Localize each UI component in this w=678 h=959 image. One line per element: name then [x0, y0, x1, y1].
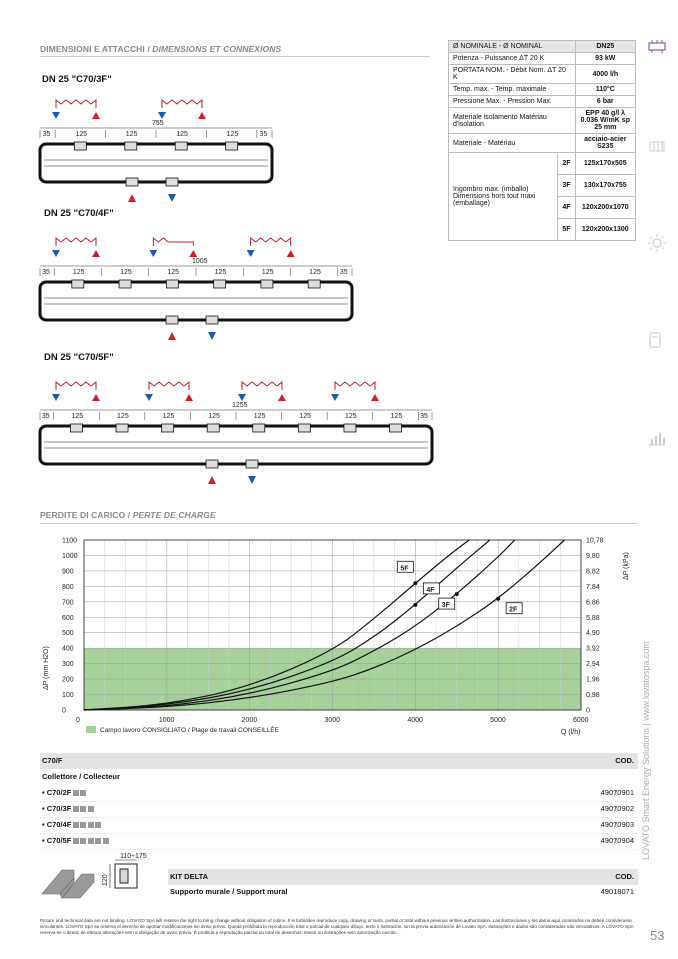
spacing-label: 125	[167, 269, 180, 276]
outlet-fitting	[74, 142, 86, 150]
outlet-square	[95, 838, 101, 844]
outlet-fitting	[214, 280, 226, 288]
y2-tick-label: 3,92	[586, 645, 600, 653]
section-title-dimensions: DIMENSIONI E ATTACCHI / DIMENSIONS ET CONNEXIONS	[40, 44, 282, 54]
arrow-up-icon	[278, 394, 286, 401]
dims-key: 2F	[558, 153, 575, 175]
circuit-symbol	[153, 238, 193, 246]
circuit-symbol	[251, 238, 291, 246]
spec-value: EPP 40 g/l λ 0.036 W/mK sp 25 mm	[575, 108, 635, 134]
page-number: 53	[650, 928, 665, 943]
circuit-symbol	[56, 238, 96, 246]
dims-value: 120x200x1070	[575, 197, 635, 219]
pressure-loss-chart	[36, 528, 636, 744]
arrow-up-icon	[168, 332, 176, 340]
manifold-diagram-5f	[36, 372, 436, 490]
product-name: • C70/3F	[42, 804, 72, 813]
kit-name: Supporto murale / Support mural	[170, 887, 288, 896]
outlet-square	[80, 790, 86, 796]
y-tick-label: 100	[62, 692, 74, 700]
series-label: 4F	[426, 586, 435, 594]
y-tick-label: 1100	[62, 537, 78, 545]
circuit-symbol	[149, 382, 189, 390]
spacing-label: 35	[339, 269, 348, 276]
y2-tick-label: 1,96	[586, 676, 600, 684]
product-header	[40, 753, 638, 769]
spacing-label: 125	[344, 413, 357, 420]
series-marker	[413, 581, 417, 585]
spacing-label: 125	[309, 269, 321, 276]
kit-header-label: KIT DELTA	[170, 872, 209, 881]
spacing-label: 125	[71, 413, 84, 420]
y2-tick-label: 6,86	[586, 599, 600, 607]
dims-value: 130x170x755	[575, 175, 635, 197]
arrow-down-icon	[52, 394, 60, 401]
series-label: 2F	[509, 606, 518, 614]
spacing-label: 125	[261, 269, 274, 276]
spec-value: 6 bar	[575, 96, 635, 108]
y2-axis-label: ΔP (kPa)	[623, 552, 630, 580]
outlet-fitting	[226, 142, 238, 150]
product-code: 49070903	[600, 820, 634, 829]
spec-value: 4000 l/h	[575, 65, 635, 84]
y-tick-label: 900	[62, 568, 74, 576]
outlet-fitting	[207, 424, 219, 432]
y-tick-label: 0	[62, 707, 66, 715]
inlet-fitting	[166, 316, 178, 324]
sidebar-brand-text: LOVATO Smart Energy Solutions | www.lovatospa.com	[641, 641, 651, 860]
outlet-fitting	[119, 280, 131, 288]
y2-tick-label: 0,98	[586, 692, 600, 700]
product-subtitle: Collettore / Collecteur	[42, 772, 120, 781]
arrow-down-icon	[331, 394, 339, 401]
arrow-down-icon	[158, 112, 166, 119]
spec-label: Ø NOMINALE - Ø NOMINAL	[449, 41, 576, 53]
inlet-fitting	[206, 460, 218, 468]
kit-dim-w: 110÷175	[120, 853, 147, 860]
arrow-up-icon	[287, 250, 295, 257]
x-tick-label: 4000	[407, 717, 423, 724]
total-length: 1005	[192, 258, 208, 265]
total-length: 755	[152, 120, 164, 127]
spacing-label: 125	[176, 131, 188, 138]
divider	[40, 523, 638, 524]
product-code: 49070901	[600, 788, 634, 797]
y2-tick-label: 10,78	[586, 537, 604, 545]
product-name: • C70/5F	[42, 836, 72, 845]
arrow-down-icon	[52, 250, 60, 257]
y-tick-label: 200	[62, 676, 74, 684]
arrow-up-icon	[92, 112, 100, 119]
outlet-fitting	[390, 424, 402, 432]
y-tick-label: 700	[62, 599, 74, 607]
arrow-up-icon	[189, 250, 197, 257]
diagram-title-3f: DN 25 "C70/3F"	[42, 74, 112, 85]
total-length: 1255	[232, 402, 248, 409]
outlet-fitting	[308, 280, 320, 288]
outlet-fitting	[116, 424, 128, 432]
outlet-square	[80, 822, 86, 828]
dims-label: Ingombro max. (imballo) Dimensions hors tout maxi (emballage)	[449, 153, 558, 241]
kit-header-cod: COD.	[615, 872, 634, 881]
y2-tick-label: 8,82	[586, 568, 600, 576]
arrow-down-icon	[238, 394, 246, 401]
circuit-symbol	[162, 100, 202, 108]
spec-row	[449, 65, 636, 84]
spec-label: PORTATA NOM. - Débit Nom. ΔT 20 K	[449, 65, 576, 84]
band-legend-label: Campo lavoro CONSIGLIATO / Plage de travail CONSEILLÉE	[100, 727, 279, 734]
section-title-losses: PERDITE DI CARICO / PERTE DE CHARGE	[40, 510, 216, 520]
divider	[40, 56, 430, 57]
product-row	[40, 801, 638, 818]
spec-label: Temp. max. - Temp. maximale	[449, 84, 576, 96]
product-code: 49070902	[600, 804, 634, 813]
manifold-icon	[648, 40, 666, 54]
inlet-fitting	[126, 178, 138, 186]
y-axis-label: ΔP (mm H2O)	[43, 646, 50, 690]
y2-tick-label: 0	[586, 707, 590, 715]
arrow-down-icon	[208, 332, 216, 340]
product-row	[40, 785, 638, 802]
manifold-diagram-4f	[36, 228, 356, 346]
outlet-square	[95, 822, 101, 828]
x-tick-label: 5000	[490, 717, 506, 724]
spec-row	[449, 41, 636, 53]
spacing-label: 125	[253, 413, 266, 420]
arrow-up-icon	[371, 394, 379, 401]
band-legend-swatch	[86, 726, 96, 733]
series-label: 3F	[441, 602, 450, 610]
outlet-square	[103, 838, 109, 844]
manifold-body	[40, 426, 432, 464]
x-tick-label: 0	[76, 717, 80, 724]
losses-title-it: PERDITE DI CARICO	[40, 510, 126, 520]
spec-value: DN25	[575, 41, 635, 53]
spacing-label: 125	[299, 413, 312, 420]
arrow-down-icon	[145, 394, 153, 401]
diagram-title-4f: DN 25 "C70/4F"	[44, 208, 114, 219]
product-subtitle-row	[40, 769, 638, 785]
product-row	[40, 833, 638, 850]
spec-value: acciaio-acier S235	[575, 134, 635, 153]
y2-tick-label: 2,94	[586, 661, 600, 669]
circuit-symbol	[56, 382, 96, 390]
dims-value: 120x200x1300	[575, 219, 635, 241]
outlet-square	[73, 838, 79, 844]
spacing-label: 35	[42, 131, 51, 138]
radiator-icon	[648, 140, 666, 154]
y2-tick-label: 9,80	[586, 552, 600, 560]
outlet-fitting	[175, 142, 187, 150]
spacing-label: 35	[420, 413, 428, 420]
outlet-fitting	[125, 142, 137, 150]
spec-row	[449, 134, 636, 153]
kit-dim-h: 120	[102, 874, 109, 886]
product-row	[40, 817, 638, 834]
outlet-square	[73, 790, 79, 796]
outlet-fitting	[261, 280, 273, 288]
y-tick-label: 600	[62, 614, 74, 622]
dims-row	[449, 153, 636, 175]
manifold-diagram-3f	[36, 90, 276, 208]
sun-icon	[648, 234, 666, 252]
outlet-square	[73, 806, 79, 812]
kit-row	[168, 884, 638, 900]
dims-value: 125x170x505	[575, 153, 635, 175]
series-label: 5F	[400, 565, 409, 573]
arrow-down-icon	[248, 476, 256, 484]
arrow-up-icon	[128, 194, 136, 202]
spacing-label: 125	[117, 413, 129, 420]
spacing-label: 35	[259, 131, 268, 138]
y-tick-label: 400	[62, 645, 74, 653]
arrow-down-icon	[168, 194, 176, 202]
spec-row	[449, 108, 636, 134]
manifold-body	[40, 282, 352, 320]
outlet-fitting	[344, 424, 356, 432]
x-tick-label: 3000	[324, 717, 341, 724]
outlet-square	[80, 806, 86, 812]
arrow-up-icon	[92, 394, 100, 401]
spec-label: Materiale isolamento Matériau d'isolation	[449, 108, 576, 134]
arrow-up-icon	[198, 112, 206, 119]
x-tick-label: 2000	[241, 717, 258, 724]
spacing-label: 125	[125, 131, 138, 138]
arrow-down-icon	[52, 112, 60, 119]
device-icon	[648, 332, 662, 348]
series-marker	[413, 603, 417, 607]
spec-row	[449, 53, 636, 65]
circuit-symbol	[242, 382, 282, 390]
spacing-label: 125	[120, 269, 132, 276]
dims-key: 4F	[558, 197, 575, 219]
outlet-square	[73, 822, 79, 828]
spec-value: 93 kW	[575, 53, 635, 65]
losses-title-fr: PERTE DE CHARGE	[132, 510, 216, 520]
circuit-symbol	[335, 382, 375, 390]
spacing-label: 125	[390, 413, 403, 420]
spacing-label: 125	[162, 413, 175, 420]
spacing-label: 125	[208, 413, 220, 420]
spacing-label: 125	[75, 131, 88, 138]
series-marker	[455, 592, 459, 596]
title-it: DIMENSIONI E ATTACCHI	[40, 44, 145, 54]
dims-key: 3F	[558, 175, 575, 197]
arrow-up-icon	[208, 476, 216, 484]
series-marker	[496, 597, 500, 601]
spacing-label: 35	[42, 269, 50, 276]
outlet-fitting	[253, 424, 265, 432]
outlet-square	[80, 838, 86, 844]
outlet-fitting	[298, 424, 310, 432]
diagram-title-5f: DN 25 "C70/5F"	[44, 352, 114, 363]
x-axis-label: Q (l/h)	[561, 729, 581, 736]
product-code: 49070904	[600, 836, 634, 845]
outlet-fitting	[166, 280, 178, 288]
y2-tick-label: 7,84	[586, 583, 600, 591]
spacing-label: 125	[72, 269, 85, 276]
spec-table	[448, 40, 636, 241]
spec-row	[449, 96, 636, 108]
spec-label: Materiale - Matériau	[449, 134, 576, 153]
product-header-code: C70/F	[42, 756, 63, 765]
y-tick-label: 800	[62, 583, 74, 591]
inlet-fitting	[166, 178, 178, 186]
outlet-fitting	[72, 280, 84, 288]
arrow-down-icon	[149, 250, 157, 257]
kit-header	[168, 869, 638, 885]
x-tick-label: 6000	[573, 717, 589, 724]
y-tick-label: 500	[62, 630, 74, 638]
spec-value: 110°C	[575, 84, 635, 96]
product-header-cod: COD.	[615, 756, 634, 765]
kit-code: 49018071	[600, 887, 634, 896]
spec-row	[449, 84, 636, 96]
y-tick-label: 300	[62, 661, 74, 669]
outlet-fitting	[162, 424, 174, 432]
inlet-fitting	[246, 460, 258, 468]
spec-label: Potenza - Puissance ΔT 20 K	[449, 53, 576, 65]
inlet-fitting	[206, 316, 218, 324]
y2-tick-label: 4,90	[586, 630, 600, 638]
circuit-symbol	[56, 100, 96, 108]
spacing-label: 125	[226, 131, 239, 138]
footer-disclaimer: Picture and technical data are not binding. LOVATO SpA will reserve the right to bring change without obligation of notice. It is forbidden reproduce copy, drawing or texts, partial or total without previous written authorization. Las ilustraciones y los datos aquí contenidos no deben considerarse vinculantes. LOVATO SpA se reserva el derecho de aportar modificaciones sin aviso previo. Queda prohibida la reproducción total o parcial de cualquier dibujo, texto o ilustración, sin la previa autorización de Lovato SpA. Ilustrações e dados são considerados não vinculativos. A LOVATO SpA reserva-se o direito de efetuar alterações sem a obrigação de aviso prévio. É proibida a reprodução parcial ou total de desenhos, textos ou ilustrações sem autorização escrita.	[40, 918, 634, 935]
wall-bracket-image	[40, 852, 165, 912]
arrow-down-icon	[247, 250, 255, 257]
outlet-square	[88, 838, 94, 844]
outlet-square	[88, 806, 94, 812]
arrow-up-icon	[92, 250, 100, 257]
outlet-square	[88, 822, 94, 828]
y-tick-label: 1000	[62, 552, 78, 560]
outlet-fitting	[70, 424, 82, 432]
spec-label: Pressione Max. - Pression Max.	[449, 96, 576, 108]
x-tick-label: 1000	[158, 717, 175, 724]
bar-chart-icon	[648, 430, 666, 446]
y2-tick-label: 5,88	[586, 614, 600, 622]
product-name: • C70/2F	[42, 788, 72, 797]
spacing-label: 35	[41, 413, 50, 420]
arrow-up-icon	[185, 394, 193, 401]
dims-key: 5F	[558, 219, 575, 241]
spacing-label: 125	[214, 269, 227, 276]
title-fr: DIMENSIONS ET CONNEXIONS	[152, 44, 282, 54]
product-name: • C70/4F	[42, 820, 72, 829]
